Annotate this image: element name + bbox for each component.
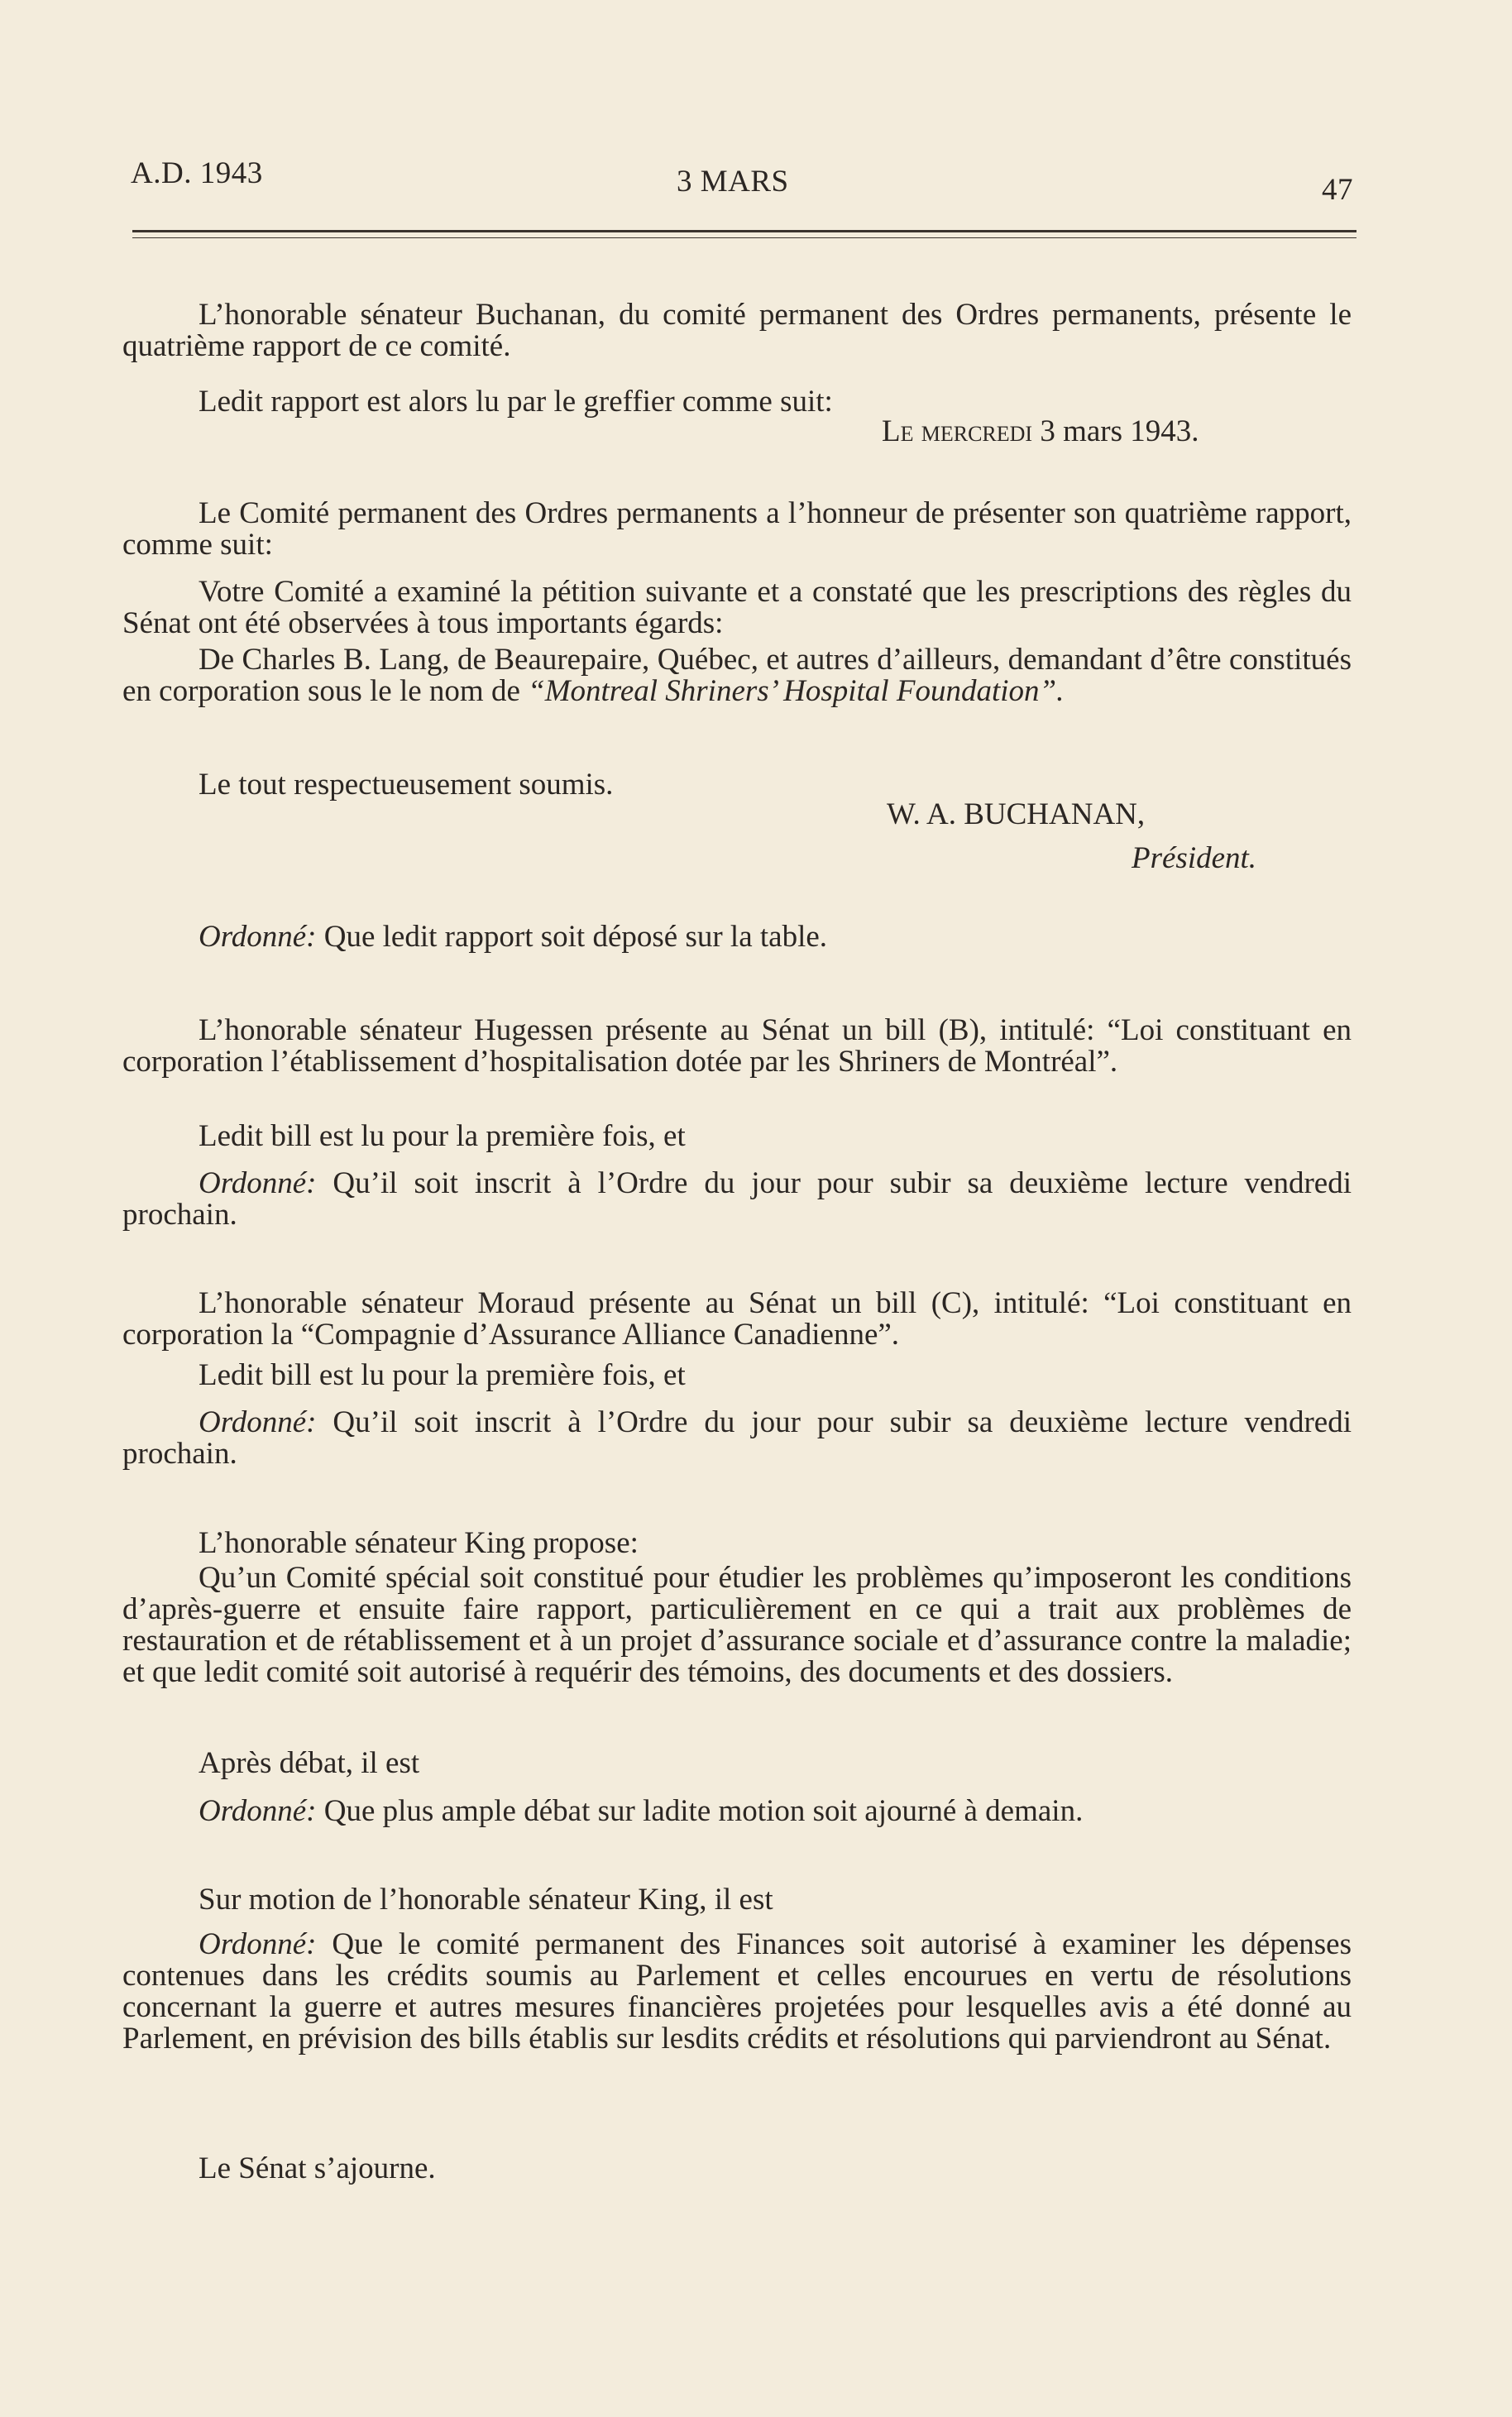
motion-king-debate: Après débat, il est [199, 1746, 420, 1780]
motion-finances-intro: Sur motion de l’honorable sénateur King, il est [199, 1883, 773, 1917]
bill-c-intro: L’honorable sénateur Moraud présente au Sénat un bill (C), intitulé: “Loi constituant en corporation la “Compagnie d’Assurance Alliance Canadienne”. [122, 1286, 1352, 1352]
ordered-text: Que plus ample débat sur ladite motion soit ajourné à demain. [316, 1794, 1084, 1828]
header-year: A.D. 1943 [131, 156, 263, 190]
report-date-day: Le mercredi [882, 414, 1033, 448]
report-committee: Le Comité permanent des Ordres permanents a l’honneur de présenter son quatrième rapport, comme suit: [122, 496, 1352, 562]
header-date: 3 MARS [677, 165, 789, 199]
bill-b-intro: L’honorable sénateur Hugessen présente au Sénat un bill (B), intitulé: “Loi constituant en corporation l’établissement d’hospitalisation dotée par les Shriners de Montréal”. [122, 1013, 1352, 1079]
bill-c-first-reading: Ledit bill est lu pour la première fois, et [199, 1358, 686, 1392]
ordered-text: Qu’il soit inscrit à l’Ordre du jour pour subir sa deuxième lecture vendredi prochain. [122, 1166, 1352, 1232]
report-date-rest: 3 mars 1943. [1040, 414, 1199, 448]
petition-text: De Charles B. Lang, de Beaurepaire, Québec, et autres d’ailleurs, demandant d’être constitués en corporation sous le le nom de [122, 643, 1352, 708]
report-date [882, 416, 1199, 448]
ordered-text: Qu’il soit inscrit à l’Ordre du jour pour subir sa deuxième lecture vendredi prochain. [122, 1405, 1352, 1471]
ordered-text: Que le comité permanent des Finances soit autorisé à examiner les dépenses contenues dans les crédits soumis au Parlement et celles encourues en vertu de résolutions concernant la guerre et autres mesures financières projetées pour lesquelles avis a été donné au Parlement, en prévision des bills établis sur lesdits crédits et résolutions qui parviendront au Sénat. [122, 1927, 1352, 2056]
report-submitted: Le tout respectueusement soumis. [199, 768, 614, 802]
report-examined: Votre Comité a examiné la pétition suivante et a constaté que les prescriptions des règles du Sénat ont été observées à tous importants égards: [122, 575, 1352, 640]
report-ordered [122, 921, 1352, 953]
bill-b-first-reading: Ledit bill est lu pour la première fois, et [199, 1119, 686, 1153]
motion-king-ordered [122, 1796, 1352, 1827]
ordered-label: Ordonné: [199, 1794, 317, 1828]
signature-name: W. A. BUCHANAN, [887, 797, 1146, 831]
petition-foundation-name: “Montreal Shriners’ Hospital Foundation”. [528, 674, 1065, 708]
report-intro: L’honorable sénateur Buchanan, du comité permanent des Ordres permanents, présente le quatrième rapport de ce comité. [122, 298, 1352, 363]
ordered-label: Ordonné: [199, 1405, 317, 1439]
bill-b-ordered [122, 1168, 1352, 1231]
report-petition [122, 644, 1352, 707]
ordered-label: Ordonné: [199, 920, 317, 954]
report-read: Ledit rapport est alors lu par le greffier comme suit: [199, 385, 833, 419]
ordered-label: Ordonné: [199, 1166, 317, 1200]
bill-c-ordered [122, 1407, 1352, 1470]
ordered-text: Que ledit rapport soit déposé sur la table. [316, 920, 828, 954]
motion-finances-ordered [122, 1929, 1352, 2055]
motion-king-text: Qu’un Comité spécial soit constitué pour étudier les problèmes qu’imposeront les conditions d’après-guerre et ensuite faire rapport, particulièrement en ce qui a trait aux problèmes de restauration et de rétablissement et à un projet d’assurance sociale et d’assurance contre la maladie; et que ledit comité soit autorisé à requérir des témoins, des documents et des dossiers. [122, 1561, 1352, 1689]
signature-title-text: Président. [1132, 841, 1257, 875]
closing-line: Le Sénat s’ajourne. [199, 2151, 436, 2185]
motion-king-intro: L’honorable sénateur King propose: [199, 1526, 639, 1560]
signature-title [1132, 843, 1256, 874]
ordered-label: Ordonné: [199, 1927, 317, 1961]
header-rule-thin [132, 237, 1356, 238]
header-rule [132, 230, 1356, 232]
page-number: 47 [1322, 173, 1353, 207]
